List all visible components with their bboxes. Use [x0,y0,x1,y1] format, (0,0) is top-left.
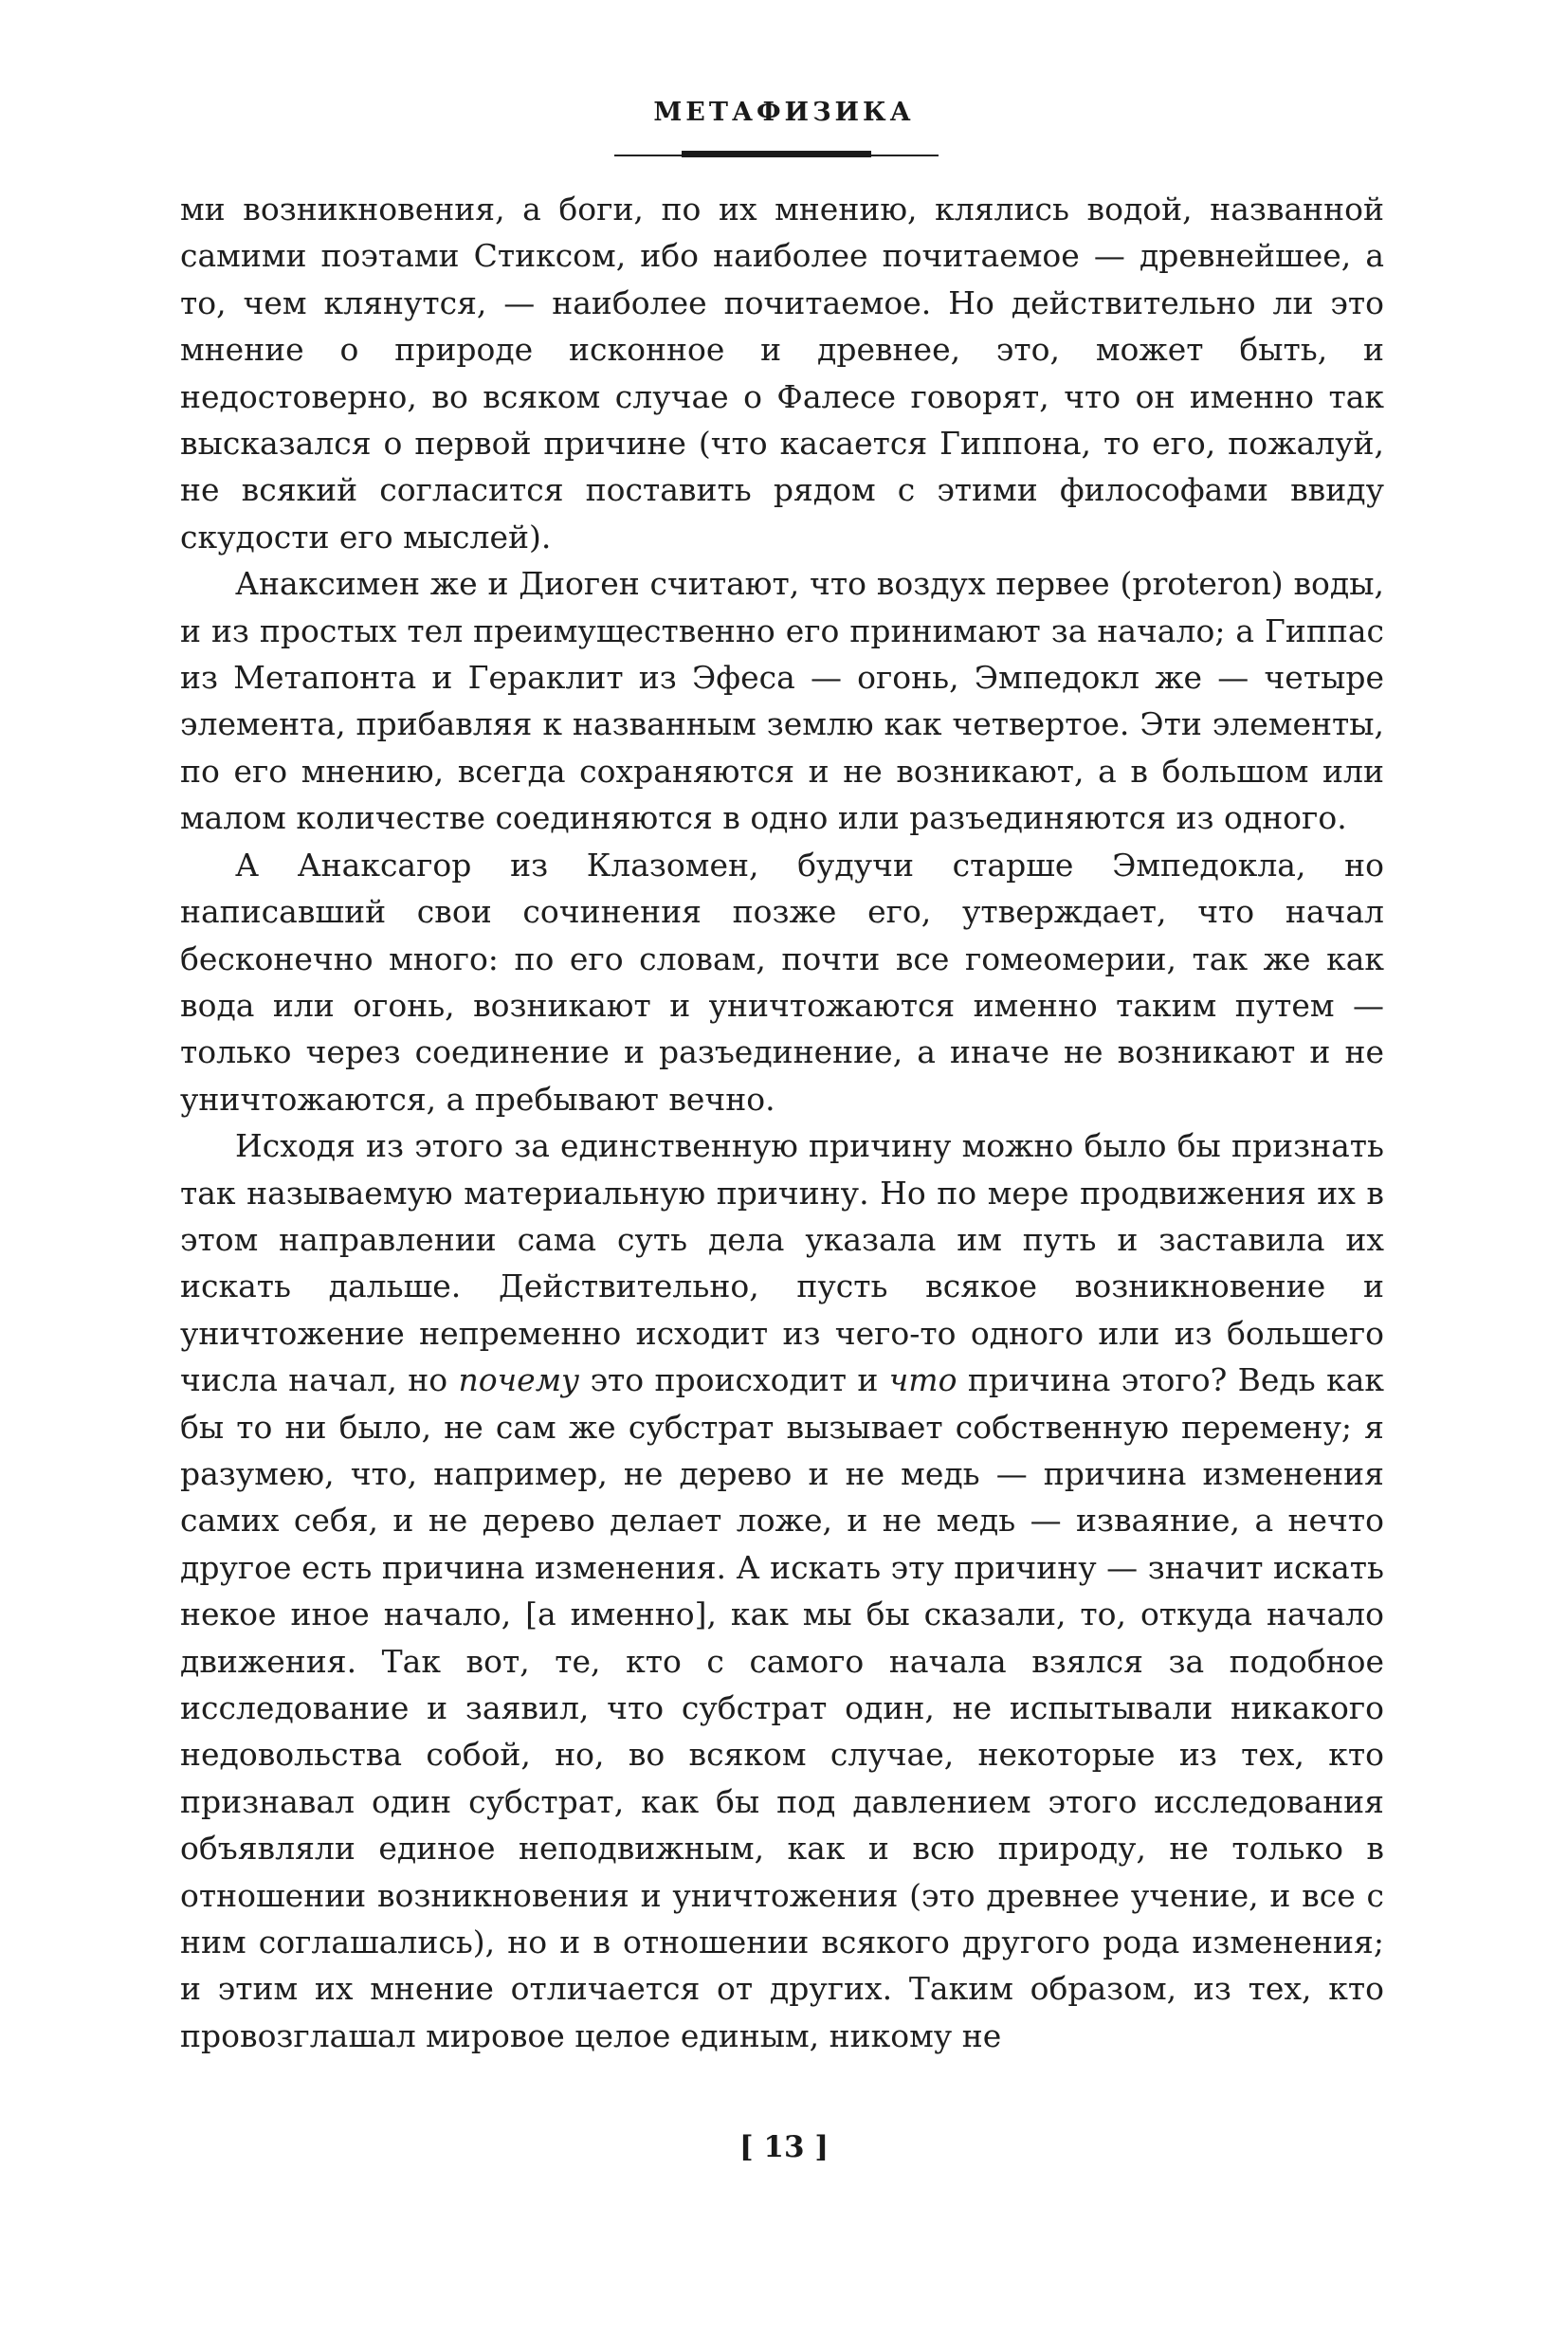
page-number: [ 13 ] [738,2130,830,2164]
paragraph-2: Анаксимен же и Диоген считают, что воздух первее (proteron) воды, и из простых тел преимущественно его принимают за начало; а Гиппас из Метапонта и Гераклит из Эфеса — огонь, Эмпедокл же — четыре элемента, прибавляя к названным землю как четвертое. Эти элементы, по его мнению, всегда сохраняются и не возникают, а в большом или малом количестве соединяются в одно или разъединяются из одного. [180,565,1384,837]
body-text [180,186,1384,2059]
running-title: МЕТАФИЗИКА [653,98,915,127]
paragraph-3: А Анаксагор из Клазомен, будучи старше Эмпедокла, но написавший свои сочинения позже его, утверждает, что начал бесконечно много: по его словам, почти все гомеомерии, так же как вода или огонь, возникают и уничтожаются именно таким путем — только через соединение и разъединение, а иначе не возникают и не уничтожаются, а пребывают вечно. [180,846,1384,1118]
paragraph-4-part-2: это происходит и [579,1361,889,1399]
emphasis-pochemu: почему [458,1361,580,1399]
paragraph-4-part-3: причина этого? Ведь как бы то ни было, не сам же субстрат вызывает собственную перемену; я разумею, что, например, не дерево и не медь — причина изменения самих себя, и не дерево делает ложе, и не медь — изваяние, а нечто другое есть причина изменения. А искать эту причину — значит искать некое иное начало, [а именно], как мы бы сказали, то, откуда начало движения. Так вот, те, кто с самого начала взялся за подобное исследование и заявил, что субстрат один, не испытывали никакого недовольства собой, но, во всяком случае, некоторые из тех, кто признавал один субстрат, как бы под давлением этого исследования объявляли единое неподвижным, как и всю природу, не только в отношении возникновения и уничтожения (это древнее учение, и все с ним соглашались), но и в отношении всякого другого рода изменения; и этим их мнение отличается от других. Таким образом, из тех, кто провозглашал мировое целое единым, никому не [180,1361,1384,2054]
header-rule-accent [682,151,871,157]
paragraph-1: ми возникновения, а боги, по их мнению, клялись водой, названной самими поэтами Стиксом, ибо наиболее почитаемое — древнейшее, а то, чем клянутся, — наиболее почитаемое. Но действительно ли это мнение о природе исконное и древнее, это, может быть, и недостоверно, во всяком случае о Фалесе говорят, что он именно так высказался о первой причине (что касается Гиппона, то его, пожалуй, не всякий согласится поставить рядом с этими философами ввиду скудости его мыслей). [180,191,1384,556]
emphasis-chto: что [888,1361,957,1399]
paragraph-4 [180,1122,1384,2059]
paragraph-4-part-1: Исходя из этого за единственную причину можно было бы признать так называемую материальную причину. Но по мере продвижения их в этом направлении сама суть дела указала им путь и заставила их искать дальше. Действительно, пусть всякое возникновение и уничтожение непременно исходит из чего-то одного или из большего числа начал, но [180,1127,1384,1399]
